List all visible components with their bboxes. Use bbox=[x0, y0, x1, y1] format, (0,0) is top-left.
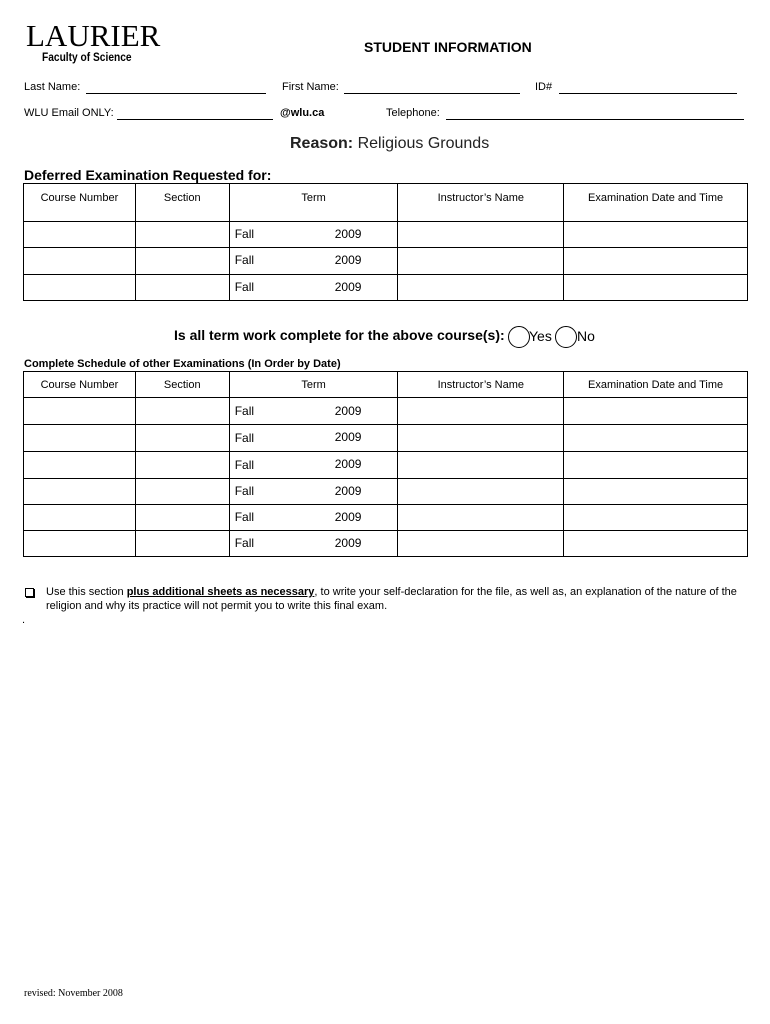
column-header: Term bbox=[229, 184, 398, 222]
term-cell bbox=[229, 275, 398, 301]
term-cell bbox=[229, 398, 398, 425]
section-cell[interactable] bbox=[135, 398, 229, 425]
table-row bbox=[24, 222, 748, 248]
last-name-label: Last Name: bbox=[24, 81, 81, 93]
term-cell bbox=[229, 425, 398, 452]
email-field[interactable] bbox=[117, 119, 273, 120]
telephone-field[interactable] bbox=[446, 119, 744, 120]
instructor-cell[interactable] bbox=[398, 479, 564, 505]
self-declaration-note bbox=[46, 585, 746, 613]
course-number-cell[interactable] bbox=[24, 505, 136, 531]
section-cell[interactable] bbox=[135, 275, 229, 301]
term-cell bbox=[229, 248, 398, 275]
column-header: Examination Date and Time bbox=[564, 184, 748, 222]
term-year: 2009 bbox=[334, 457, 362, 471]
exam-date-cell[interactable] bbox=[564, 398, 748, 425]
course-number-cell[interactable] bbox=[24, 452, 136, 479]
course-number-cell[interactable] bbox=[24, 531, 136, 557]
instructor-cell[interactable] bbox=[398, 425, 564, 452]
term-season: Fall bbox=[234, 227, 255, 241]
table-header-row bbox=[24, 372, 748, 398]
term-year: 2009 bbox=[334, 227, 362, 241]
column-header: Instructor’s Name bbox=[398, 184, 564, 222]
section-cell[interactable] bbox=[135, 479, 229, 505]
reason-value: Religious Grounds bbox=[357, 135, 490, 152]
section-cell[interactable] bbox=[135, 248, 229, 275]
instructor-cell[interactable] bbox=[398, 275, 564, 301]
email-suffix: @wlu.ca bbox=[280, 107, 325, 119]
section-cell[interactable] bbox=[135, 452, 229, 479]
id-field[interactable] bbox=[559, 93, 737, 94]
deferred-heading: Deferred Examination Requested for: bbox=[24, 167, 272, 183]
table-row bbox=[24, 505, 748, 531]
section-cell[interactable] bbox=[135, 222, 229, 248]
page-title: STUDENT INFORMATION bbox=[364, 39, 532, 55]
term-cell bbox=[229, 531, 398, 557]
instructor-cell[interactable] bbox=[398, 398, 564, 425]
term-cell bbox=[229, 505, 398, 531]
term-cell bbox=[229, 222, 398, 248]
course-number-cell[interactable] bbox=[24, 248, 136, 275]
course-number-cell[interactable] bbox=[24, 425, 136, 452]
term-year: 2009 bbox=[334, 510, 362, 524]
schedule-table bbox=[23, 371, 748, 557]
column-header: Section bbox=[135, 184, 229, 222]
table-row bbox=[24, 425, 748, 452]
term-season: Fall bbox=[234, 510, 255, 524]
section-cell[interactable] bbox=[135, 505, 229, 531]
course-number-cell[interactable] bbox=[24, 222, 136, 248]
instructor-cell[interactable] bbox=[398, 531, 564, 557]
reason-label: Reason: bbox=[290, 135, 354, 152]
term-cell bbox=[229, 479, 398, 505]
column-header: Term bbox=[229, 372, 398, 398]
term-season: Fall bbox=[234, 458, 255, 472]
instructor-cell[interactable] bbox=[398, 248, 564, 275]
term-season: Fall bbox=[234, 536, 255, 550]
email-label: WLU Email ONLY: bbox=[24, 107, 114, 119]
instructor-cell[interactable] bbox=[398, 222, 564, 248]
column-header: Examination Date and Time bbox=[564, 372, 748, 398]
note-suffix: , to write your self-declaration for the file, as well as, an explanation of the nature of the religion and why its practice will not permit you to write this final exam. bbox=[46, 586, 737, 612]
column-header: Section bbox=[135, 372, 229, 398]
laurier-logo: LAURIER bbox=[26, 18, 161, 53]
course-number-cell[interactable] bbox=[24, 479, 136, 505]
exam-date-cell[interactable] bbox=[564, 479, 748, 505]
first-name-label: First Name: bbox=[282, 81, 339, 93]
deferred-table bbox=[23, 183, 748, 301]
exam-date-cell[interactable] bbox=[564, 248, 748, 275]
id-label: ID# bbox=[535, 81, 553, 93]
exam-date-cell[interactable] bbox=[564, 222, 748, 248]
telephone-label: Telephone: bbox=[386, 107, 440, 119]
table-row bbox=[24, 398, 748, 425]
revision-note: revised: November 2008 bbox=[24, 988, 123, 999]
no-label: No bbox=[577, 328, 595, 344]
yes-label: Yes bbox=[529, 328, 552, 344]
term-year: 2009 bbox=[334, 253, 362, 267]
column-header: Course Number bbox=[24, 372, 136, 398]
no-radio[interactable] bbox=[555, 326, 577, 348]
checkbox-icon bbox=[25, 588, 34, 597]
note-dot: . bbox=[22, 614, 26, 626]
exam-date-cell[interactable] bbox=[564, 275, 748, 301]
term-season: Fall bbox=[234, 484, 255, 498]
term-year: 2009 bbox=[334, 484, 362, 498]
section-cell[interactable] bbox=[135, 425, 229, 452]
table-row bbox=[24, 452, 748, 479]
note-emphasis: plus additional sheets as necessary bbox=[126, 586, 315, 598]
term-year: 2009 bbox=[334, 280, 362, 294]
reason-line bbox=[290, 135, 489, 153]
term-year: 2009 bbox=[334, 430, 362, 444]
table-row bbox=[24, 479, 748, 505]
term-year: 2009 bbox=[334, 404, 362, 418]
term-work-question: Is all term work complete for the above course(s): bbox=[174, 327, 505, 343]
exam-date-cell[interactable] bbox=[564, 505, 748, 531]
note-prefix: Use this section bbox=[46, 586, 127, 598]
term-cell bbox=[229, 452, 398, 479]
column-header: Course Number bbox=[24, 184, 136, 222]
first-name-field[interactable] bbox=[344, 93, 520, 94]
term-year: 2009 bbox=[334, 536, 362, 550]
column-header: Instructor’s Name bbox=[398, 372, 564, 398]
section-cell[interactable] bbox=[135, 531, 229, 557]
course-number-cell[interactable] bbox=[24, 398, 136, 425]
term-season: Fall bbox=[234, 280, 255, 294]
exam-date-cell[interactable] bbox=[564, 425, 748, 452]
logo-subtitle: Faculty of Science bbox=[42, 50, 132, 64]
table-row bbox=[24, 531, 748, 557]
schedule-heading: Complete Schedule of other Examinations (In Order by Date) bbox=[24, 358, 341, 370]
instructor-cell[interactable] bbox=[398, 505, 564, 531]
table-header-row bbox=[24, 184, 748, 222]
exam-date-cell[interactable] bbox=[564, 452, 748, 479]
term-season: Fall bbox=[234, 404, 255, 418]
table-row bbox=[24, 275, 748, 301]
course-number-cell[interactable] bbox=[24, 275, 136, 301]
yes-radio[interactable] bbox=[508, 326, 530, 348]
term-season: Fall bbox=[234, 253, 255, 267]
last-name-field[interactable] bbox=[86, 93, 266, 94]
table-row bbox=[24, 248, 748, 275]
instructor-cell[interactable] bbox=[398, 452, 564, 479]
term-season: Fall bbox=[234, 431, 255, 445]
exam-date-cell[interactable] bbox=[564, 531, 748, 557]
